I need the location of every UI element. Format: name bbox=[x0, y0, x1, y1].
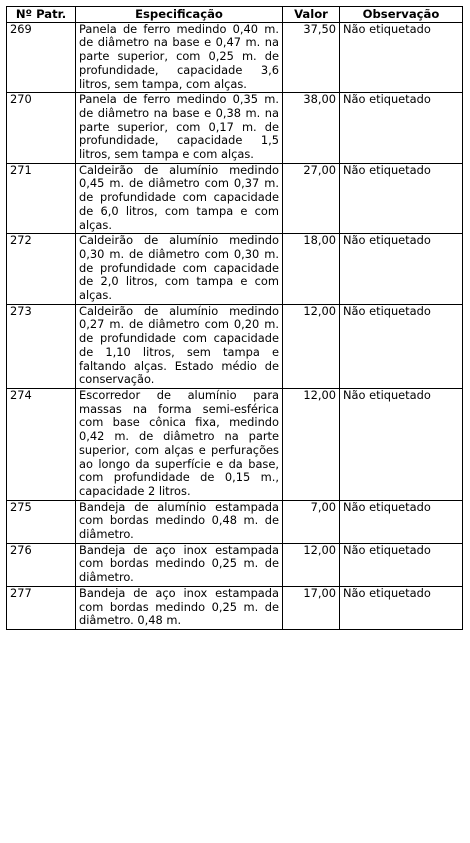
cell-patrimonio: 271 bbox=[7, 163, 76, 234]
cell-patrimonio: 269 bbox=[7, 22, 76, 93]
header-valor: Valor bbox=[283, 7, 340, 23]
cell-valor: 38,00 bbox=[283, 93, 340, 164]
cell-patrimonio: 270 bbox=[7, 93, 76, 164]
cell-observacao: Não etiquetado bbox=[340, 234, 463, 305]
cell-patrimonio: 276 bbox=[7, 543, 76, 586]
cell-observacao: Não etiquetado bbox=[340, 586, 463, 629]
cell-observacao: Não etiquetado bbox=[340, 22, 463, 93]
cell-valor: 7,00 bbox=[283, 500, 340, 543]
cell-especificacao: Caldeirão de alumínio medindo 0,45 m. de diâmetro com 0,37 m. de profundidade com capacidade de 6,0 litros, com tampa e com alças. bbox=[76, 163, 283, 234]
cell-observacao: Não etiquetado bbox=[340, 388, 463, 500]
cell-valor: 17,00 bbox=[283, 586, 340, 629]
cell-observacao: Não etiquetado bbox=[340, 543, 463, 586]
table-row bbox=[7, 304, 463, 388]
cell-observacao: Não etiquetado bbox=[340, 500, 463, 543]
table-row bbox=[7, 543, 463, 586]
cell-valor: 12,00 bbox=[283, 304, 340, 388]
cell-observacao: Não etiquetado bbox=[340, 304, 463, 388]
table-row bbox=[7, 234, 463, 305]
cell-valor: 37,50 bbox=[283, 22, 340, 93]
cell-especificacao: Panela de ferro medindo 0,35 m. de diâmetro na base e 0,38 m. na parte superior, com 0,17 m. de profundidade, capacidade 1,5 litros, sem tampa e com alças. bbox=[76, 93, 283, 164]
cell-especificacao: Bandeja de aço inox estampada com bordas medindo 0,25 m. de diâmetro. bbox=[76, 543, 283, 586]
cell-observacao: Não etiquetado bbox=[340, 163, 463, 234]
table-row bbox=[7, 388, 463, 500]
cell-observacao: Não etiquetado bbox=[340, 93, 463, 164]
table-row bbox=[7, 586, 463, 629]
cell-especificacao: Caldeirão de alumínio medindo 0,30 m. de diâmetro com 0,30 m. de profundidade com capacidade de 2,0 litros, com tampa e com alças. bbox=[76, 234, 283, 305]
header-observacao: Observação bbox=[340, 7, 463, 23]
cell-patrimonio: 275 bbox=[7, 500, 76, 543]
header-especificacao: Especificação bbox=[76, 7, 283, 23]
cell-especificacao: Bandeja de alumínio estampada com bordas medindo 0,48 m. de diâmetro. bbox=[76, 500, 283, 543]
cell-especificacao: Bandeja de aço inox estampada com bordas medindo 0,25 m. de diâmetro. 0,48 m. bbox=[76, 586, 283, 629]
cell-valor: 18,00 bbox=[283, 234, 340, 305]
header-patrimonio: Nº Patr. bbox=[7, 7, 76, 23]
cell-valor: 12,00 bbox=[283, 543, 340, 586]
table-row bbox=[7, 163, 463, 234]
cell-especificacao: Escorredor de alumínio para massas na forma semi-esférica com base cônica fixa, medindo 0,42 m. de diâmetro na parte superior, com alças e perfurações ao longo da superfície e da base, com profundidade de 0,15 m., capacidade 2 litros. bbox=[76, 388, 283, 500]
cell-valor: 12,00 bbox=[283, 388, 340, 500]
cell-valor: 27,00 bbox=[283, 163, 340, 234]
table-row bbox=[7, 93, 463, 164]
cell-especificacao: Caldeirão de alumínio medindo 0,27 m. de diâmetro com 0,20 m. de profundidade com capacidade de 1,10 litros, sem tampa e faltando alças. Estado médio de conservação. bbox=[76, 304, 283, 388]
cell-patrimonio: 273 bbox=[7, 304, 76, 388]
inventory-table-container bbox=[6, 6, 463, 630]
cell-especificacao: Panela de ferro medindo 0,40 m. de diâmetro na base e 0,47 m. na parte superior, com 0,25 m. de profundidade, capacidade 3,6 litros, sem tampa, com alças. bbox=[76, 22, 283, 93]
table-header-row bbox=[7, 7, 463, 23]
table-row bbox=[7, 500, 463, 543]
cell-patrimonio: 274 bbox=[7, 388, 76, 500]
cell-patrimonio: 277 bbox=[7, 586, 76, 629]
table-row bbox=[7, 22, 463, 93]
inventory-table bbox=[6, 6, 463, 630]
cell-patrimonio: 272 bbox=[7, 234, 76, 305]
